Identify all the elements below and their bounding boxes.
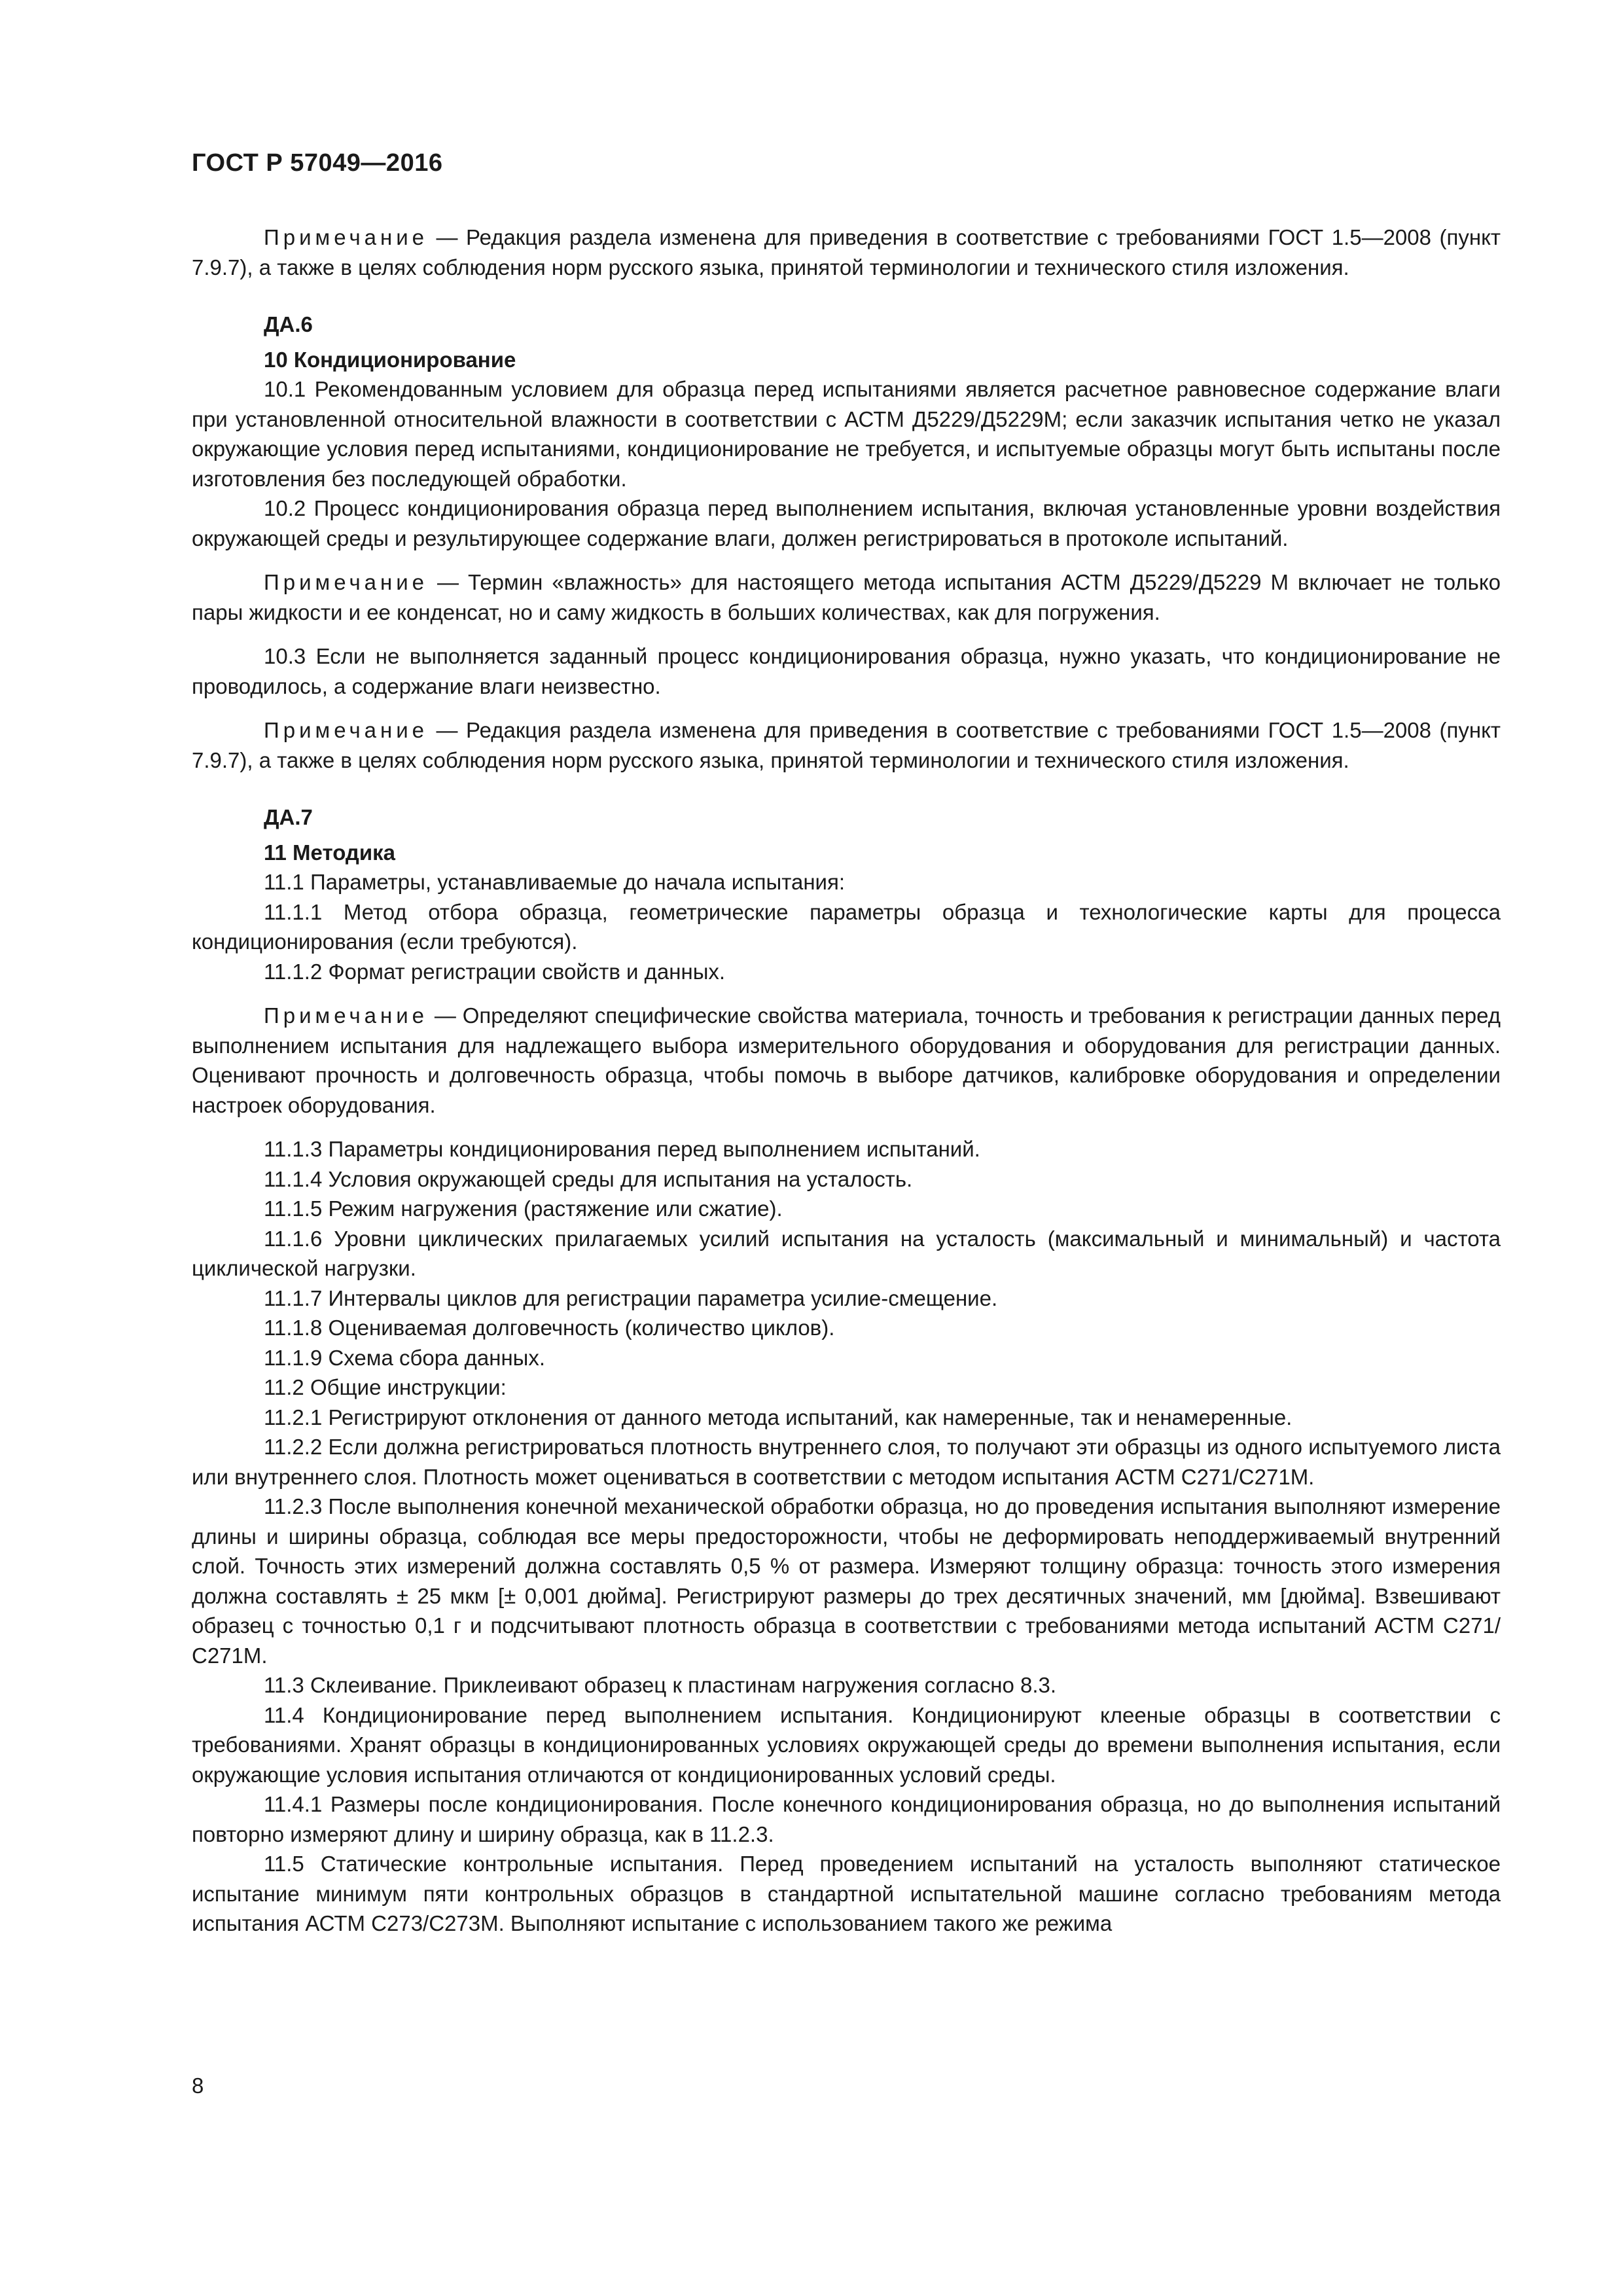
paragraph-text: 11.5 Статические контрольные испытания. Перед проведением испытаний на усталость выполняют статическое испытание минимум пяти контрольных образцов в стандартной испытательной машине согласно требованиям метода испытания АСТМ С273/С273М. Выполняют испытание с использованием такого же режима: [192, 1852, 1501, 1935]
body-paragraph: [192, 374, 1501, 493]
body-paragraph: [192, 1194, 1501, 1224]
section-title: [192, 838, 1501, 868]
paragraph-text: 10 Кондиционирование: [264, 347, 516, 372]
note-label: Примечание: [264, 570, 429, 594]
body-paragraph: [192, 1372, 1501, 1403]
paragraph-text: 11.1.6 Уровни циклических прилагаемых усилий испытания на усталость (максимальный и минимальный) и частота циклической нагрузки.: [192, 1226, 1501, 1280]
paragraph-text: — Термин «влажность» для настоящего метода испытания АСТМ Д5229/Д5229 М включает не только пары жидкости и ее конденсат, но и саму жидкость в больших количествах, как для погружения.: [192, 570, 1501, 624]
paragraph-text: 11.1.3 Параметры кондиционирования перед выполнением испытаний.: [264, 1137, 980, 1161]
paragraph-text: 11.2.2 Если должна регистрироваться плотность внутреннего слоя, то получают эти образцы из одного испытуемого листа или внутреннего слоя. Плотность может оцениваться в соответствии с методом испытания АСТМ С271/С271М.: [192, 1435, 1501, 1489]
paragraph-text: — Определяют специфические свойства материала, точность и требования к регистрации данных перед выполнением испытания для надлежащего выбора измерительного оборудования и оборудования для регистрации данных. Оценивают прочность и долговечность образца, чтобы помочь в выборе датчиков, калибровке оборудования и определении настроек оборудования.: [192, 1003, 1501, 1117]
paragraph-text: 11.2.1 Регистрируют отклонения от данного метода испытаний, как намеренные, так и ненамеренные.: [264, 1405, 1293, 1429]
paragraph-text: — Редакция раздела изменена для приведения в соответствие с требованиями ГОСТ 1.5—2008 (пункт 7.9.7), а также в целях соблюдения норм русского языка, принятой терминологии и технического стиля изложения.: [192, 225, 1501, 279]
paragraph-text: 11.2.3 После выполнения конечной механической обработки образца, но до проведения испытания выполняют измерение длины и ширины образца, соблюдая все меры предосторожности, чтобы не деформировать неподдерживаемый внутренний слой. Точность этих измерений должна составлять 0,5 % от размера. Измеряют толщину образца: точность этого измерения должна составлять ± 25 мкм [± 0,001 дюйма]. Регистрируют размеры до трех десятичных значений, мм [дюйма]. Взвешивают образец с точностью 0,1 г и подсчитывают плотность образца в соответствии с требованиями метода испытаний АСТМ С271/С271М.: [192, 1494, 1501, 1668]
paragraph-text: ДА.6: [264, 312, 313, 336]
document-header-id: ГОСТ Р 57049—2016: [192, 149, 443, 177]
note-paragraph: [192, 223, 1501, 282]
body-paragraph: [192, 641, 1501, 701]
body-paragraph: [192, 1700, 1501, 1790]
paragraph-text: 11.4 Кондиционирование перед выполнением испытания. Кондиционируют клееные образцы в соответствии с требованиями. Хранят образцы в кондиционированных условиях окружающей среды до времени выполнения испытания, если окружающие условия испытания отличаются от кондиционированных условий среды.: [192, 1702, 1501, 1787]
page-number: 8: [192, 2073, 204, 2098]
body-paragraph: [192, 1313, 1501, 1343]
body-paragraph: [192, 1432, 1501, 1492]
section-title: [192, 345, 1501, 375]
body-paragraph: [192, 1492, 1501, 1670]
note-label: Примечание: [264, 225, 429, 249]
paragraph-text: 11.1 Параметры, устанавливаемые до начала испытания:: [264, 870, 846, 894]
document-body: [192, 223, 1501, 1939]
note-paragraph: [192, 567, 1501, 627]
body-paragraph: [192, 1343, 1501, 1373]
body-paragraph: [192, 897, 1501, 957]
paragraph-text: 11.1.7 Интервалы циклов для регистрации параметра усилие-смещение.: [264, 1285, 998, 1310]
body-paragraph: [192, 1789, 1501, 1849]
note-paragraph: [192, 1001, 1501, 1120]
paragraph-text: 10.3 Если не выполняется заданный процесс кондиционирования образца, нужно указать, что кондиционирование не проводилось, а содержание влаги неизвестно.: [192, 644, 1501, 698]
paragraph-text: 11.4.1 Размеры после кондиционирования. После конечного кондиционирования образца, но до выполнения испытаний повторно измеряют длину и ширину образца, как в 11.2.3.: [192, 1792, 1501, 1846]
paragraph-text: 11.1.9 Схема сбора данных.: [264, 1345, 546, 1370]
body-paragraph: [192, 1670, 1501, 1700]
paragraph-text: 11 Методика: [264, 840, 396, 865]
body-paragraph: [192, 867, 1501, 897]
body-paragraph: [192, 1134, 1501, 1164]
note-label: Примечание: [264, 1003, 429, 1028]
body-paragraph: [192, 1403, 1501, 1433]
paragraph-text: 10.2 Процесс кондиционирования образца перед выполнением испытания, включая установленные уровни воздействия окружающей среды и результирующее содержание влаги, должен регистрироваться в протоколе испытаний.: [192, 496, 1501, 550]
note-label: Примечание: [264, 718, 429, 742]
paragraph-text: 11.2 Общие инструкции:: [264, 1375, 507, 1399]
paragraph-text: 11.1.1 Метод отбора образца, геометрические параметры образца и технологические карты для процесса кондиционирования (если требуются).: [192, 899, 1501, 954]
body-paragraph: [192, 1224, 1501, 1283]
body-paragraph: [192, 1164, 1501, 1194]
paragraph-text: 11.1.5 Режим нагружения (растяжение или сжатие).: [264, 1196, 783, 1221]
paragraph-text: ДА.7: [264, 805, 313, 829]
paragraph-text: — Редакция раздела изменена для приведения в соответствие с требованиями ГОСТ 1.5—2008 (пункт 7.9.7), а также в целях соблюдения норм русского языка, принятой терминологии и технического стиля изложения.: [192, 718, 1501, 772]
paragraph-text: 10.1 Рекомендованным условием для образца перед испытаниями является расчетное равновесное содержание влаги при установленной относительной влажности в соответствии с АСТМ Д5229/Д5229М; если заказчик испытания четко не указал окружающие условия перед испытаниями, кондиционирование не требуется, и испытуемые образцы могут быть испытаны после изготовления без последующей обработки.: [192, 377, 1501, 491]
body-paragraph: [192, 1849, 1501, 1939]
paragraph-text: 11.1.4 Условия окружающей среды для испытания на усталость.: [264, 1166, 913, 1191]
paragraph-text: 11.3 Склеивание. Приклеивают образец к пластинам нагружения согласно 8.3.: [264, 1673, 1057, 1697]
paragraph-text: 11.1.8 Оцениваемая долговечность (количество циклов).: [264, 1316, 835, 1340]
body-paragraph: [192, 493, 1501, 553]
body-paragraph: [192, 957, 1501, 987]
note-paragraph: [192, 715, 1501, 775]
body-paragraph: [192, 1283, 1501, 1314]
section-id: [192, 310, 1501, 340]
section-id: [192, 802, 1501, 833]
paragraph-text: 11.1.2 Формат регистрации свойств и данных.: [264, 959, 726, 984]
